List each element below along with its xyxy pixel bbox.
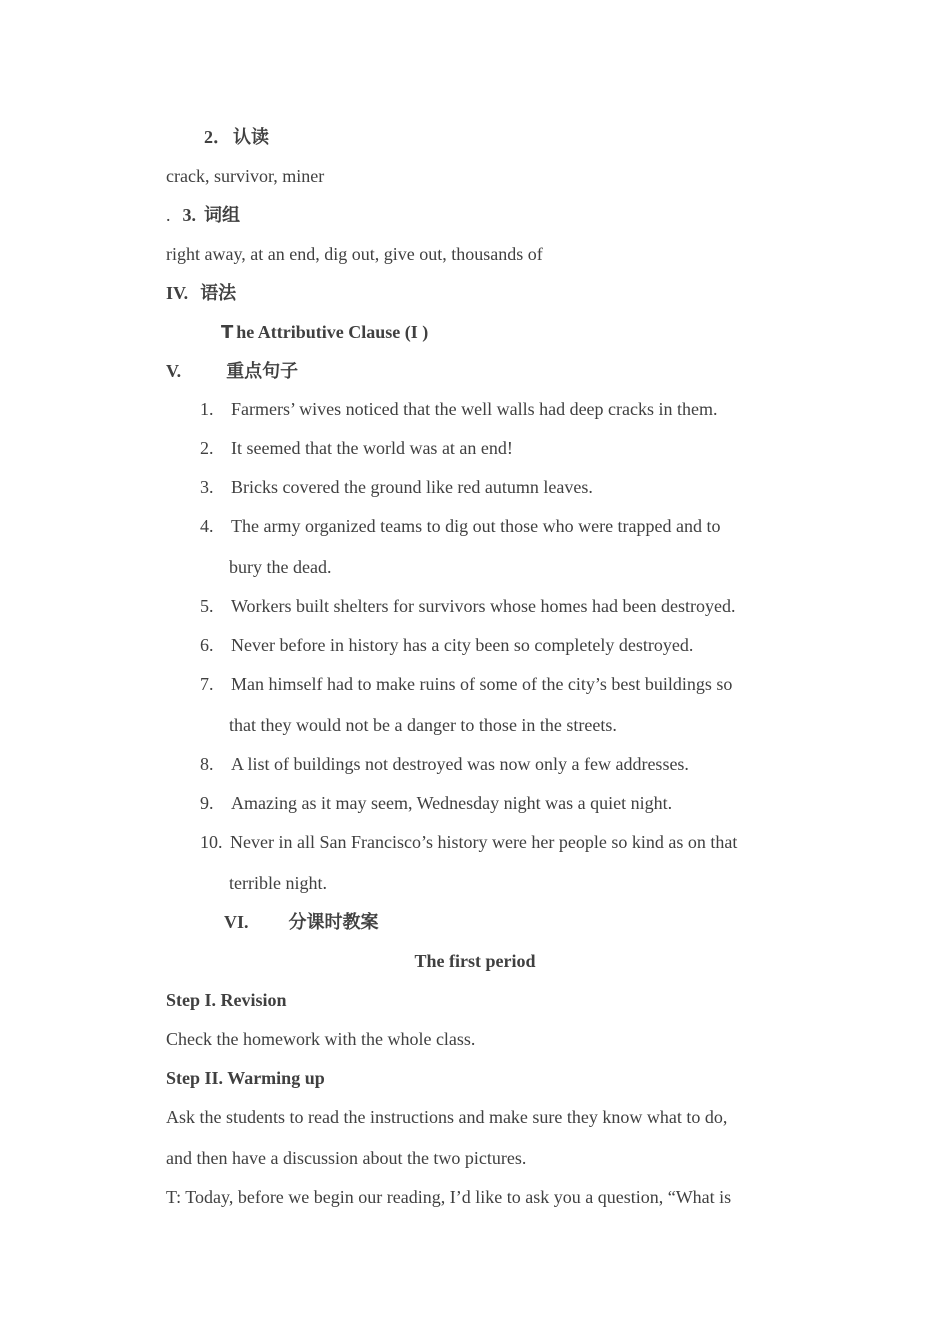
phrases-heading-number: 3. xyxy=(182,205,196,225)
phrases-heading xyxy=(166,204,240,227)
grammar-heading xyxy=(166,282,236,305)
list-item-text: Amazing as it may seem, Wednesday night was a quiet night. xyxy=(231,793,673,813)
recognize-heading-number: 2． xyxy=(204,127,231,147)
list-item-text: Farmers’ wives noticed that the well walls had deep cracks in them. xyxy=(231,399,718,419)
phrases-list: right away, at an end, dig out, give out, thousands of xyxy=(166,244,543,264)
list-item xyxy=(200,515,721,537)
lesson-plan-heading-number: VI. xyxy=(224,912,249,932)
list-item xyxy=(200,792,672,814)
step2-text: Ask the students to read the instructions and make sure they know what to do, xyxy=(166,1107,728,1127)
step1-title: Step I. Revision xyxy=(166,990,287,1010)
list-item-number: 4. xyxy=(200,516,214,536)
list-item-number: 6. xyxy=(200,635,214,655)
recognize-words: crack, survivor, miner xyxy=(166,166,325,186)
step2-text-continuation: and then have a discussion about the two pictures. xyxy=(166,1148,527,1168)
list-item xyxy=(200,437,513,459)
phrases-heading-text: 词组 xyxy=(204,205,240,226)
list-item xyxy=(200,595,735,617)
key-sentences-heading-text: 重点句子 xyxy=(226,361,299,382)
list-item-text: Never in all San Francisco’s history were her people so kind as on that xyxy=(230,832,738,852)
list-item-text: The army organized teams to dig out those who were trapped and to xyxy=(231,516,721,536)
lesson-plan-heading-text: 分课时教案 xyxy=(288,912,379,933)
list-item-number: 7. xyxy=(200,674,214,694)
list-item xyxy=(200,753,689,775)
list-item xyxy=(200,398,718,420)
list-item-number: 3. xyxy=(200,477,214,497)
list-item-number: 2. xyxy=(200,438,214,458)
list-item-continuation: terrible night. xyxy=(229,873,327,893)
list-item xyxy=(200,634,693,656)
list-item xyxy=(200,831,737,853)
list-item-text: Workers built shelters for survivors whose homes had been destroyed. xyxy=(231,596,736,616)
list-item xyxy=(200,673,732,695)
list-item-number: 10. xyxy=(200,832,223,852)
list-item-number: 9. xyxy=(200,793,214,813)
key-sentences-heading-number: V. xyxy=(166,361,182,381)
list-item-continuation: bury the dead. xyxy=(229,557,332,577)
list-item-continuation: that they would not be a danger to those in the streets. xyxy=(229,715,617,735)
grammar-topic xyxy=(221,321,428,344)
recognize-heading xyxy=(204,126,269,149)
list-item-text: A list of buildings not destroyed was now only a few addresses. xyxy=(231,754,689,774)
list-item-number: 5. xyxy=(200,596,214,616)
list-item-number: 8. xyxy=(200,754,214,774)
key-sentences-heading xyxy=(166,360,298,383)
list-item-number: 1. xyxy=(200,399,214,419)
lesson-plan-heading xyxy=(224,911,379,934)
phrases-heading-prefix: . xyxy=(166,205,171,225)
recognize-heading-text: 认读 xyxy=(233,127,269,148)
list-item xyxy=(200,476,593,498)
list-item-text: Man himself had to make ruins of some of the city’s best buildings so xyxy=(231,674,733,694)
grammar-topic-initial: T xyxy=(221,322,234,343)
grammar-heading-number: IV. xyxy=(166,283,189,303)
step2-title: Step II. Warming up xyxy=(166,1068,325,1088)
list-item-text: Bricks covered the ground like red autumn leaves. xyxy=(231,477,593,497)
grammar-topic-text: he Attributive Clause (I ) xyxy=(236,322,429,342)
list-item-text: It seemed that the world was at an end! xyxy=(231,438,513,458)
step1-text: Check the homework with the whole class. xyxy=(166,1029,476,1049)
period-title: The first period xyxy=(414,951,536,971)
dialogue-line: T: Today, before we begin our reading, I’d like to ask you a question, “What is xyxy=(166,1187,732,1207)
grammar-heading-text: 语法 xyxy=(200,283,237,304)
list-item-text: Never before in history has a city been so completely destroyed. xyxy=(231,635,694,655)
